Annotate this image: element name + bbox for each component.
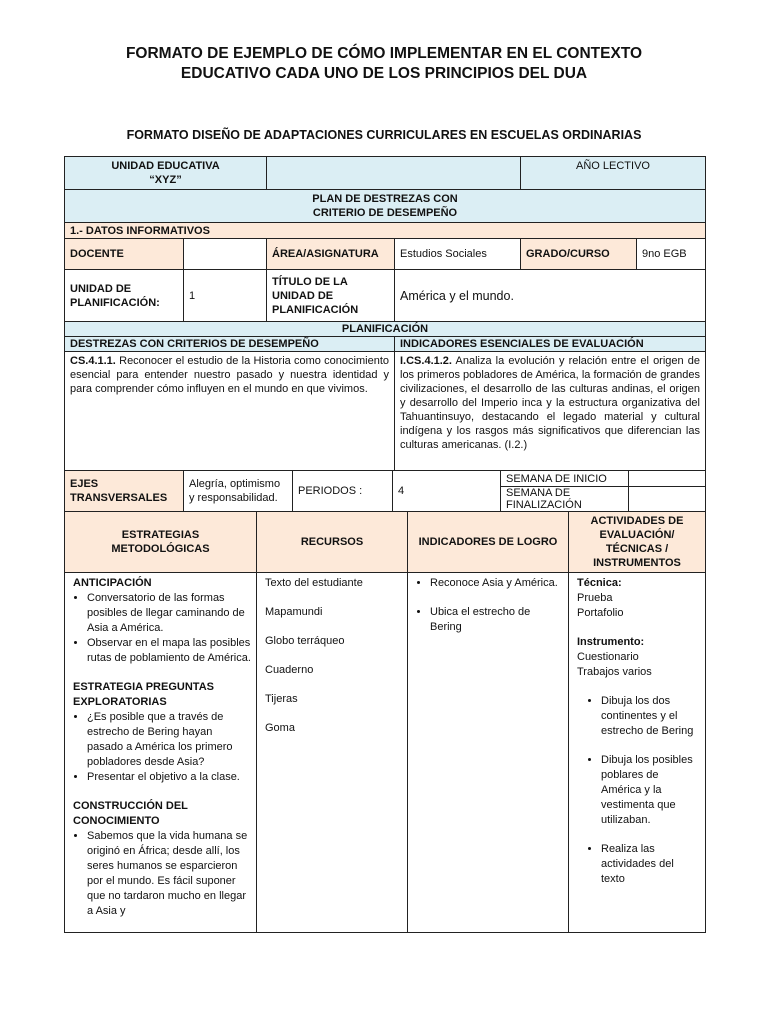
header-row bbox=[65, 157, 706, 190]
list-item: Texto del estudiante bbox=[265, 577, 363, 589]
preguntas-heading: ESTRATEGIA PREGUNTAS EXPLORATORIAS bbox=[73, 681, 214, 708]
list-item: • ¿Es posible que a través de estrecho de Bering hayan pasado a América los primero pobladores desde Asia? bbox=[87, 710, 251, 770]
recursos-cell bbox=[257, 573, 408, 933]
planificacion-heading: PLANIFICACIÓN bbox=[65, 322, 706, 337]
semana-fin-label: SEMANA DE FINALIZACIÓN bbox=[501, 487, 629, 512]
docente-value bbox=[184, 239, 267, 270]
list-item: • Sabemos que la vida humana se originó en África; desde allí, los seres humanos se esparcieron por el mundo. Es fácil suponer que no tardaron mucho en llegar a Asia y bbox=[87, 829, 251, 919]
periodos-value: 4 bbox=[393, 471, 501, 512]
info-table bbox=[64, 156, 706, 471]
document-subtitle: FORMATO DISEÑO DE ADAPTACIONES CURRICULARES EN ESCUELAS ORDINARIAS bbox=[126, 128, 642, 142]
list-item: Cuaderno bbox=[265, 664, 314, 676]
col-recursos: RECURSOS bbox=[257, 512, 408, 573]
list-item: • Observar en el mapa las posibles rutas de poblamiento de América. bbox=[87, 636, 251, 666]
actividades-cell bbox=[569, 573, 706, 933]
area-value: Estudios Sociales bbox=[395, 239, 521, 270]
anticipacion-list bbox=[73, 591, 251, 666]
docente-label: DOCENTE bbox=[65, 239, 184, 270]
tecnica-label: Técnica: bbox=[577, 577, 622, 589]
ejes-label: EJES TRANSVERSALES bbox=[65, 471, 184, 512]
list-item: Mapamundi bbox=[265, 606, 323, 618]
area-label: ÁREA/ASIGNATURA bbox=[267, 239, 395, 270]
list-item: Prueba bbox=[577, 592, 613, 604]
unidad-label: UNIDAD DE PLANIFICACIÓN: bbox=[65, 270, 184, 322]
preguntas-list bbox=[73, 710, 251, 785]
construccion-heading: CONSTRUCCIÓN DEL CONOCIMIENTO bbox=[73, 800, 188, 827]
estrategias-table bbox=[64, 511, 706, 933]
indicadores-logro-cell bbox=[408, 573, 569, 933]
list-item: • Ubica el estrecho de Bering bbox=[430, 605, 560, 635]
ejes-value: Alegría, optimismo y responsabilidad. bbox=[184, 471, 293, 512]
columns-header-row bbox=[65, 512, 706, 573]
construccion-list bbox=[73, 829, 251, 919]
destreza-text: CS.4.1.1. Reconocer el estudio de la Historia como conocimiento esencial para entender nuestro pasado y nuestra identidad y para comprender cómo influyen en el mundo en que vivimos. bbox=[65, 352, 395, 471]
col-estrategias: ESTRATEGIAS METODOLÓGICAS bbox=[65, 512, 257, 573]
ejes-table bbox=[64, 470, 706, 512]
list-item: Trabajos varios bbox=[577, 666, 652, 678]
periodos-label: PERIODOS : bbox=[293, 471, 393, 512]
unidad-educativa-value bbox=[267, 157, 521, 190]
list-item: Globo terráqueo bbox=[265, 635, 345, 647]
list-item: • Dibuja los dos continentes y el estrecho de Bering bbox=[601, 694, 697, 739]
list-item: Cuestionario bbox=[577, 651, 639, 663]
col-indicadores-logro: INDICADORES DE LOGRO bbox=[408, 512, 569, 573]
list-item: • Dibuja los posibles poblares de América y la vestimenta que utilizaban. bbox=[601, 753, 697, 828]
datos-informativos-heading: 1.- DATOS INFORMATIVOS bbox=[65, 223, 706, 239]
col-actividades: ACTIVIDADES DE EVALUACIÓN/ TÉCNICAS / INSTRUMENTOS bbox=[569, 512, 706, 573]
semana-fin-value bbox=[629, 487, 706, 512]
semana-inicio-value bbox=[629, 471, 706, 487]
list-item: Portafolio bbox=[577, 607, 624, 619]
list-item: Tijeras bbox=[265, 693, 298, 705]
semana-inicio-label: SEMANA DE INICIO bbox=[501, 471, 629, 487]
list-item: • Realiza las actividades del texto bbox=[601, 842, 697, 887]
grado-label: GRADO/CURSO bbox=[521, 239, 637, 270]
titulo-value: América y el mundo. bbox=[395, 270, 706, 322]
titulo-label: TÍTULO DE LA UNIDAD DE PLANIFICACIÓN bbox=[267, 270, 395, 322]
docente-row bbox=[65, 239, 706, 270]
document-title: FORMATO DE EJEMPLO DE CÓMO IMPLEMENTAR EN EL CONTEXTO EDUCATIVO CADA UNO DE LOS PRINCIPIOS DEL DUA bbox=[125, 45, 643, 82]
unidad-educativa-cell: UNIDAD EDUCATIVA “XYZ” bbox=[65, 157, 267, 190]
anio-lectivo-cell: AÑO LECTIVO bbox=[521, 157, 706, 190]
unidad-row bbox=[65, 270, 706, 322]
plan-destrezas-heading: PLAN DE DESTREZAS CON CRITERIO DE DESEMPEÑO bbox=[65, 190, 706, 223]
list-item: Goma bbox=[265, 722, 295, 734]
destrezas-heading: DESTREZAS CON CRITERIOS DE DESEMPEÑO bbox=[65, 337, 395, 352]
estrategias-cell bbox=[65, 573, 257, 933]
list-item: • Reconoce Asia y América. bbox=[430, 576, 560, 591]
unidad-value: 1 bbox=[184, 270, 267, 322]
instrumento-label: Instrumento: bbox=[577, 636, 645, 648]
anticipacion-heading: ANTICIPACIÓN bbox=[73, 577, 152, 589]
destrezas-row bbox=[65, 352, 706, 471]
content-row bbox=[65, 573, 706, 933]
grado-value: 9no EGB bbox=[637, 239, 706, 270]
indicador-text: I.CS.4.1.2. Analiza la evolución y relación entre el origen de los primeros pobladores de América, la formación de grandes civilizaciones, el desarrollo de las culturas andinas, el origen y desarrollo del Imperio inca y la estructura organizativa del Tahuantinsuyo, destacando el legado material y cultural indígena y los rasgos más significativos que diferencian las culturas americanas. (I.2.) bbox=[395, 352, 706, 471]
indicadores-heading: INDICADORES ESENCIALES DE EVALUACIÓN bbox=[395, 337, 706, 352]
list-item: • Conversatorio de las formas posibles de llegar caminando de Asia a América. bbox=[87, 591, 251, 636]
list-item: • Presentar el objetivo a la clase. bbox=[87, 770, 251, 785]
